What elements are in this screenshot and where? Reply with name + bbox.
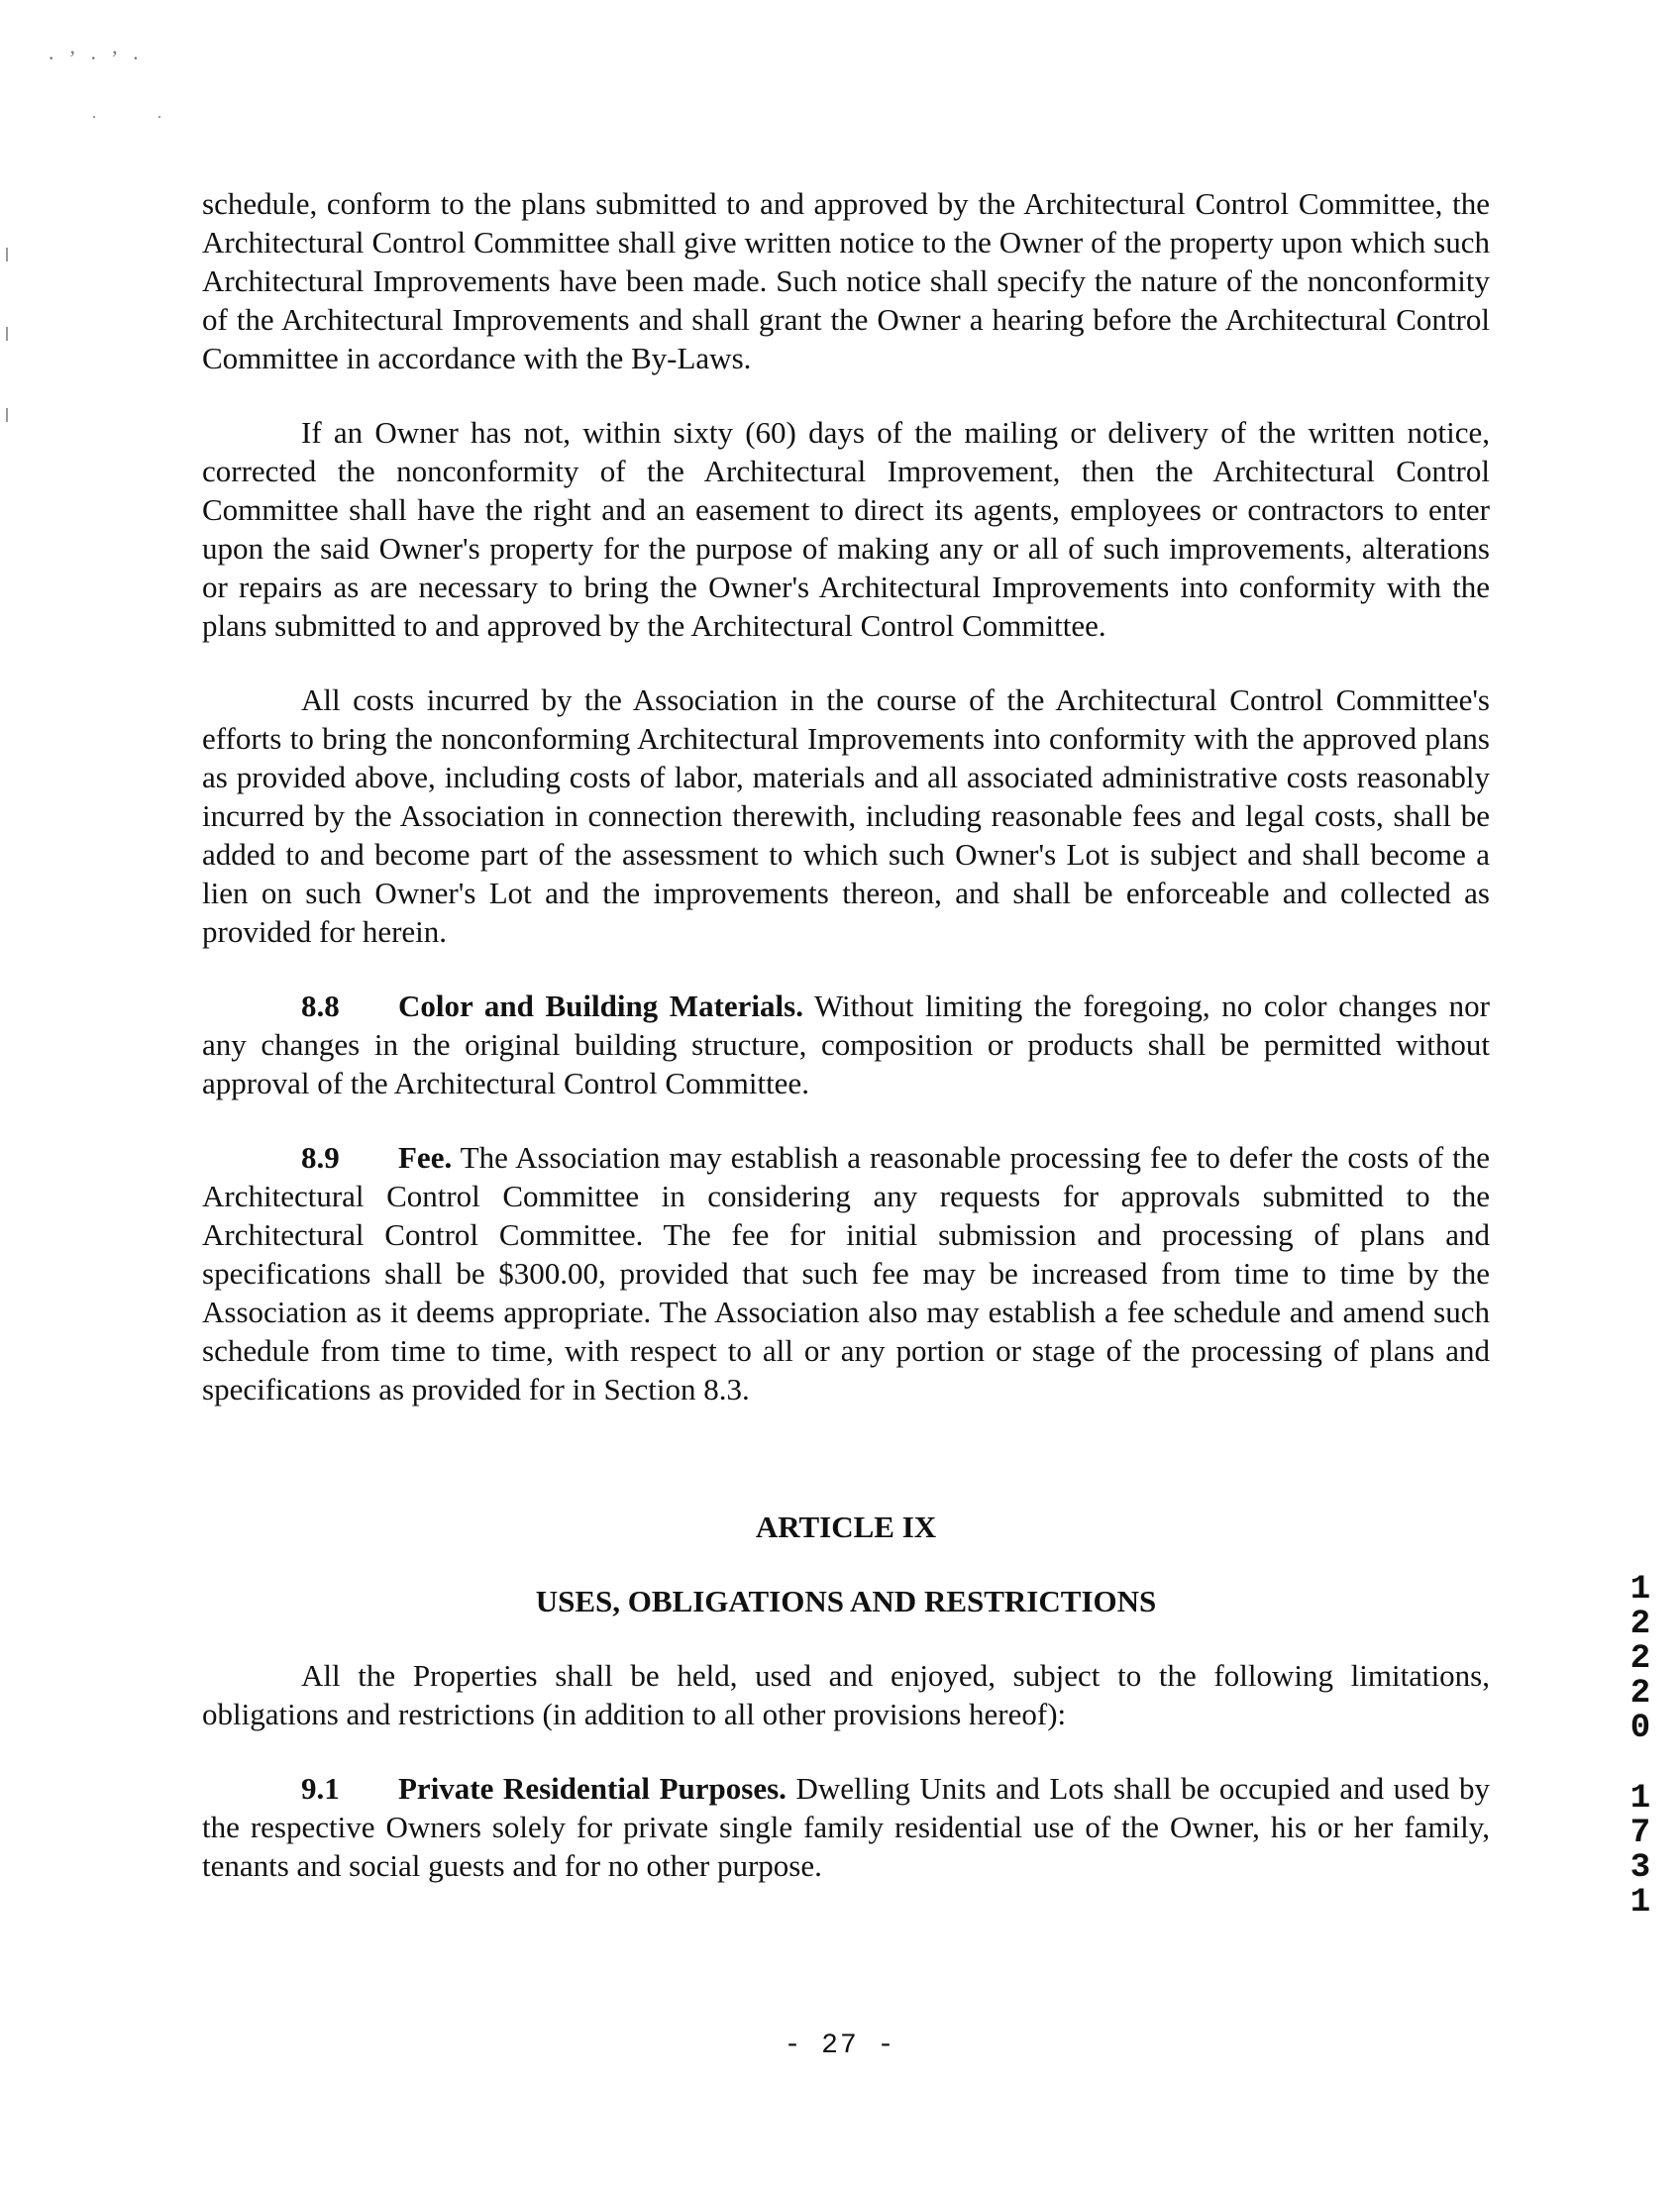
stamp-digit: 2 (1629, 1675, 1651, 1713)
stamp-digit: 1 (1629, 1571, 1651, 1609)
section-number: 8.9 (301, 1140, 340, 1175)
stamp-digit: 1 (1629, 1884, 1651, 1922)
stamp-digit: 7 (1629, 1815, 1651, 1852)
stamp-digit: 1 (1629, 1780, 1651, 1818)
section-title: Private Residential Purposes. (398, 1771, 787, 1806)
stamp-group-1 (1623, 1573, 1658, 1746)
stamp-digit: 2 (1629, 1640, 1651, 1678)
paragraph-costs-incurred: All costs incurred by the Association in the course of the Architectural Control Committee's efforts to bring the nonconforming Architectural Improvements into conformity with the approved plans as provided above, including costs of labor, materials and all associated administrative costs reasonably incurred by the Association in connection therewith, including reasonable fees and legal costs, shall be added to and become part of the assessment to which such Owner's Lot is subject and shall become a lien on such Owner's Lot and the improvements thereon, and shall be enforceable and collected as provided for herein. (202, 682, 1490, 949)
document-body (202, 184, 1490, 1921)
margin-mark (6, 248, 8, 261)
article-heading: ARTICLE IX (755, 1510, 937, 1544)
stamp-digit: 0 (1629, 1710, 1651, 1747)
margin-mark (6, 408, 8, 422)
margin-mark (6, 327, 8, 341)
page-number: - 27 - (784, 2031, 896, 2061)
section-title: Color and Building Materials. (398, 989, 803, 1023)
section-8-9 (202, 1138, 1490, 1408)
section-9-1 (202, 1769, 1490, 1885)
section-text: Without limiting the foregoing, no color changes nor any changes in the original building structure, composition or products shall be permitted without approval of the Architectural Control Committee. (202, 989, 1490, 1100)
paragraph-nonconformity-correction: If an Owner has not, within sixty (60) days of the mailing or delivery of the written notice, corrected the nonconformity of the Architectural Improvement, then the Architectural Control Committee shall have the right and an easement to direct its agents, employees or contractors to enter upon the said Owner's property for the purpose of making any or all of such improvements, alterations or repairs as are necessary to bring the Owner's Architectural Improvements into conformity with the plans submitted to and approved by the Architectural Control Committee. (202, 415, 1490, 643)
stamp-digit: 2 (1629, 1606, 1651, 1643)
section-8-8 (202, 987, 1490, 1102)
stamp-group-2 (1623, 1782, 1658, 1921)
recording-stamp-numbers (1623, 1573, 1658, 1956)
section-title: Fee. (398, 1140, 453, 1175)
section-number: 9.1 (301, 1771, 340, 1806)
section-text: Dwelling Units and Lots shall be occupied and used by the respective Owners solely for private single family residential use of the Owner, his or her family, tenants and social guests and for no other purpose. (202, 1771, 1491, 1883)
article-title: USES, OBLIGATIONS AND RESTRICTIONS (535, 1584, 1157, 1618)
scan-specks: ·’·’· (48, 46, 154, 70)
section-text: The Association may establish a reasonable processing fee to defer the costs of the Architectural Control Committee in considering any requests for approvals submitted to the Architectural Control Committee. The fee for initial submission and processing of plans and specifications shall be $300.00, provided that such fee may be increased from time to time by the Association as it deems appropriate. The Association also may establish a fee schedule and amend such schedule from time to time, with respect to all or any portion or stage of the processing of plans and specifications as provided for in Section 8.3. (202, 1140, 1490, 1406)
stamp-digit: 3 (1629, 1849, 1651, 1887)
paragraph-schedule-notice: schedule, conform to the plans submitted to and approved by the Architectural Control Committee, the Architectural Control Committee shall give written notice to the Owner of the property upon which such Architectural Improvements have been made. Such notice shall specify the nature of the nonconformity of the Architectural Improvements and shall grant the Owner a hearing before the Architectural Control Committee in accordance with the By-Laws. (202, 186, 1490, 375)
section-number: 8.8 (301, 989, 340, 1023)
scan-specks-lower: ·· (91, 107, 222, 127)
article-intro: All the Properties shall be held, used and enjoyed, subject to the following limitations, obligations and restrictions (in addition to all other provisions hereof): (202, 1658, 1490, 1731)
